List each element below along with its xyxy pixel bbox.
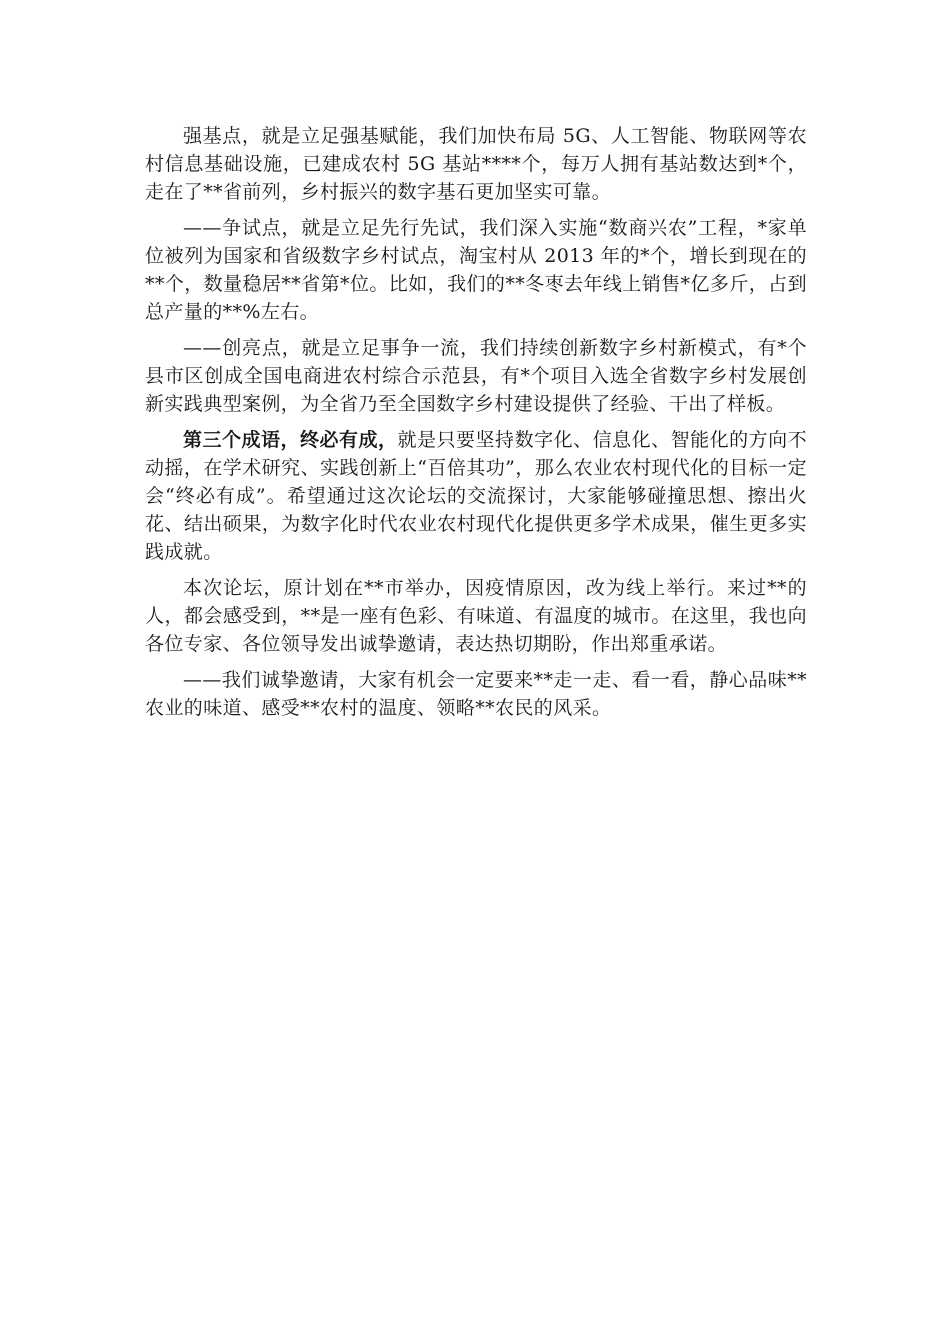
paragraph-text: ——创亮点，就是立足事争一流，我们持续创新数字乡村新模式，有*个县市区创成全国电商进农村综合示范县，有*个项目入选全省数字乡村发展创新实践典型案例，为全省乃至全国数字乡村建设提供了经验、干出了样板。 [145,337,807,415]
document-body [145,122,807,730]
paragraph-lead: 第三个成语，终必有成， [183,429,398,451]
paragraph-pilot [145,214,807,326]
paragraph-strong-base [145,122,807,206]
paragraph-text: 本次论坛，原计划在**市举办，因疫情原因，改为线上举行。来过**的人，都会感受到，**是一座有色彩、有味道、有温度的城市。在这里，我也向各位专家、各位领导发出诚挚邀请，表达热切期盼，作出郑重承诺。 [145,577,807,655]
paragraph-text: 就是只要坚持数字化、信息化、智能化的方向不动摇，在学术研究、实践创新上“百倍其功”，那么农业农村现代化的目标一定会“终必有成”。希望通过这次论坛的交流探讨，大家能够碰撞思想、擦出火花、结出硕果，为数字化时代农业农村现代化提供更多学术成果，催生更多实践成就。 [145,429,808,563]
paragraph-invitation [145,666,807,722]
paragraph-text: 强基点，就是立足强基赋能，我们加快布局 5G、人工智能、物联网等农村信息基础设施，已建成农村 5G 基站****个，每万人拥有基站数达到*个，走在了**省前列，乡村振兴的数字基石更加坚实可靠。 [145,125,807,203]
paragraph-text: ——争试点，就是立足先行先试，我们深入实施“数商兴农”工程，*家单位被列为国家和省级数字乡村试点，淘宝村从 2013 年的*个，增长到现在的**个，数量稳居**省第*位。比如，我们的**冬枣去年线上销售*亿多斤，占到总产量的**%左右。 [145,217,807,323]
paragraph-forum [145,574,807,658]
paragraph-third-idiom [145,426,807,566]
paragraph-highlight [145,334,807,418]
paragraph-text: ——我们诚挚邀请，大家有机会一定要来**走一走、看一看，静心品味**农业的味道、感受**农村的温度、领略**农民的风采。 [145,669,807,719]
